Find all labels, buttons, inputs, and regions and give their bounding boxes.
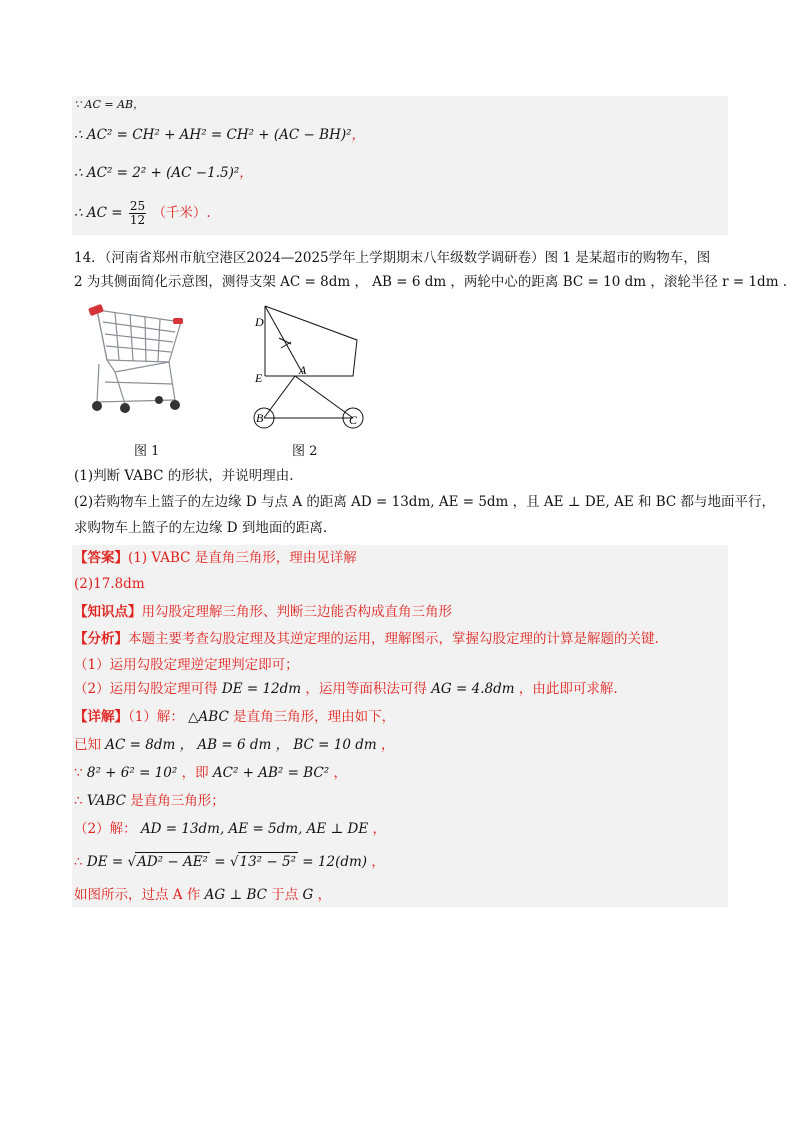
fraction: $\frac{25}{12}$ (129, 199, 146, 227)
figure-1-caption: 图 1 (134, 444, 160, 459)
top-line-2: ∴ AC² = CH² + AH² = CH² + (AC − BH)²， (74, 127, 366, 143)
figure-2-schematic (245, 302, 375, 432)
label-a: A (299, 363, 307, 377)
detail-line-3: ∵ 8² + 6² = 10² ，即 AC² + AB² = BC² ， (74, 765, 347, 781)
label-c: C (349, 413, 358, 427)
label-d: D (255, 315, 264, 329)
label-e: E (255, 371, 263, 385)
figure-1-shopping-cart (85, 302, 195, 417)
top-line-1: ∵ AC = AB， (74, 98, 145, 111)
knowledge-point: 【知识点】用勾股定理解三角形、判断三边能否构成直角三角形 (74, 604, 452, 620)
analysis: 【分析】本题主要考查勾股定理及其逆定理的运用，理解图示，掌握勾股定理的计算是解题的关键. (74, 631, 659, 647)
cart-icon (85, 302, 195, 417)
question-line-1: 14．（河南省郑州市航空港区2024—2025学年上学期期末八年级数学调研卷）图 1 是某超市的购物车，图 (74, 250, 711, 266)
detail-line-6: ∴ DE = √AD² − AE² = √13² − 5² = 12(dm) ， (74, 854, 385, 870)
answer-line-2: (2)17.8dm (74, 576, 145, 592)
detail-line-1: 【详解】（1）解： △ABC 是直角三角形，理由如下， (74, 709, 396, 725)
top-line-4: ∴ AC = $\frac{25}{12}$ （千米）. (74, 199, 211, 227)
figure-2-caption: 图 2 (292, 444, 318, 459)
detail-line-4: ∴ VABC 是直角三角形； (74, 793, 225, 809)
question-part-2-line-2: 求购物车上篮子的左边缘 D 到地面的距离. (74, 520, 328, 536)
question-line-2: 2 为其侧面简化示意图，测得支架 AC = 8dm ， AB = 6 dm ，两轮中心的距离 BC = 10 dm ，滚轮半径 r = 1dm . (74, 274, 788, 290)
analysis-2: （2）运用勾股定理可得 DE = 12dm ，运用等面积法可得 AG = 4.8dm ，由此即可求解. (74, 681, 618, 697)
analysis-1: （1）运用勾股定理逆定理判定即可； (74, 657, 299, 673)
label-b: B (256, 411, 264, 425)
detail-line-7: 如图所示，过点 A 作 AG ⊥ BC 于点 G ， (74, 887, 332, 903)
question-part-1: (1)判断 VABC 的形状，并说明理由. (74, 468, 294, 484)
detail-line-5: （2）解： AD = 13dm, AE = 5dm, AE ⊥ DE ， (74, 821, 387, 837)
top-line-3: ∴ AC² = 2² + (AC −1.5)²， (74, 165, 253, 181)
question-part-2-line-1: (2)若购物车上篮子的左边缘 D 与点 A 的距离 AD = 13dm, AE = 5dm ，且 AE ⊥ DE, AE 和 BC 都与地面平行， (74, 494, 776, 510)
detail-line-2: 已知 AC = 8dm ， AB = 6 dm ， BC = 10 dm ， (74, 737, 395, 753)
answer-line-1: 【答案】(1) VABC 是直角三角形，理由见详解 (74, 550, 357, 566)
